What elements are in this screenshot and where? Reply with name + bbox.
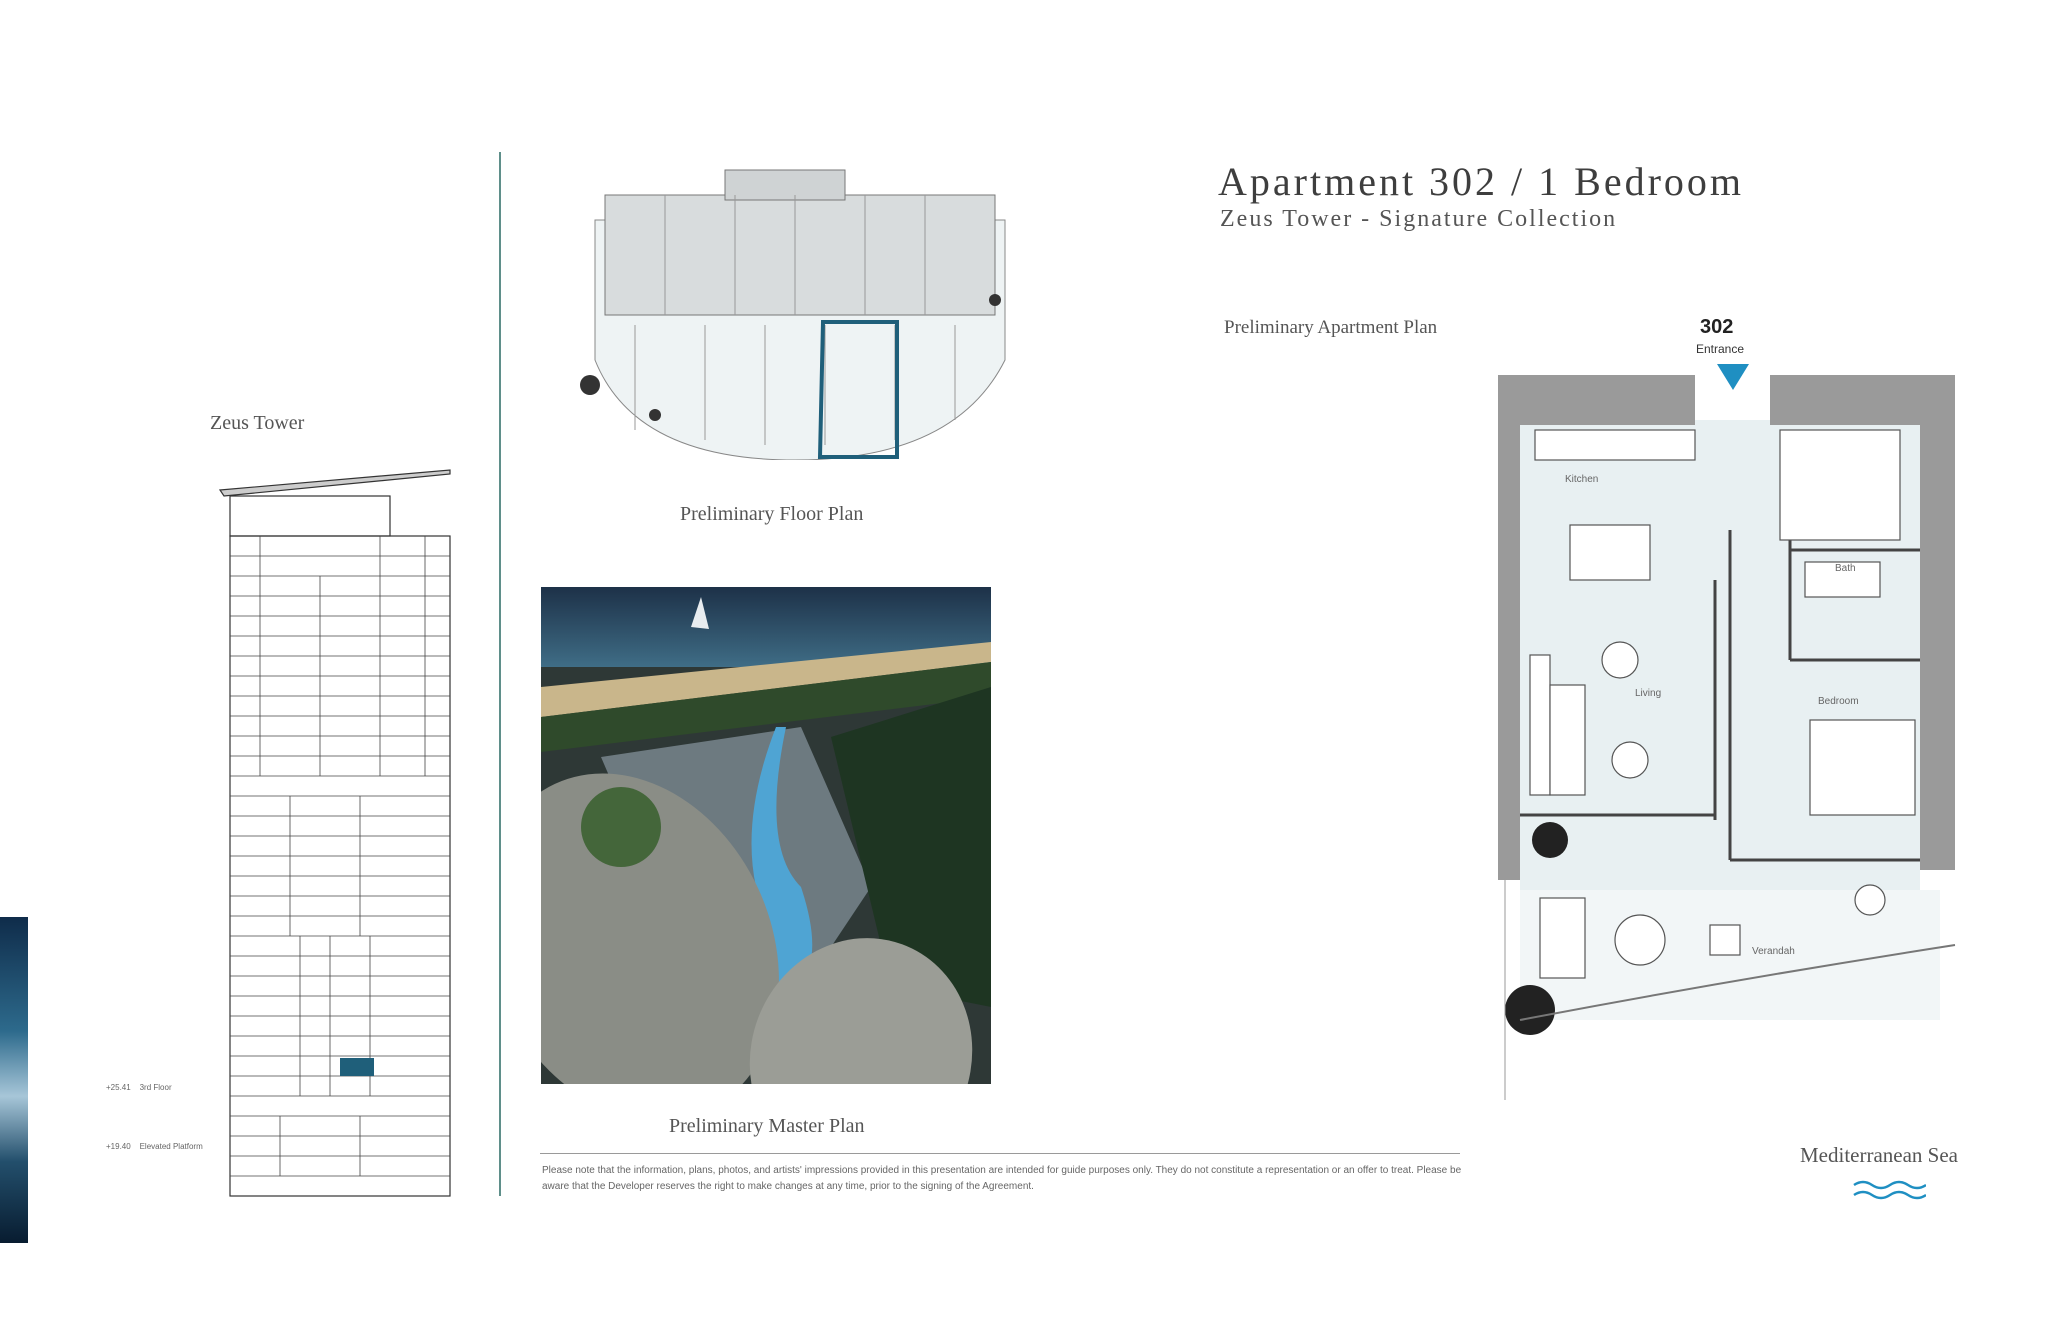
floor-plan-drawing xyxy=(575,160,1020,460)
footer-divider xyxy=(540,1153,1460,1154)
tower-elevation-drawing xyxy=(210,460,460,1200)
side-image-strip xyxy=(0,917,28,1243)
page-subtitle: Zeus Tower - Signature Collection xyxy=(1220,206,1618,232)
level-label-lower: +19.40 Elevated Platform xyxy=(106,1142,203,1151)
master-plan-image xyxy=(541,587,991,1084)
floor-plan-caption: Preliminary Floor Plan xyxy=(680,503,864,525)
vertical-divider xyxy=(499,152,501,1196)
apartment-plan-drawing xyxy=(1480,330,1960,1100)
sea-label: Mediterranean Sea xyxy=(1800,1143,1959,1167)
master-plan-caption: Preliminary Master Plan xyxy=(669,1115,865,1137)
room-label-verandah: Verandah xyxy=(1752,946,1795,957)
page-title: Apartment 302 / 1 Bedroom xyxy=(1218,159,1745,204)
room-label-bath: Bath xyxy=(1835,563,1856,574)
room-label-living: Living xyxy=(1635,688,1662,699)
tower-label: Zeus Tower xyxy=(210,412,305,434)
entrance-label: Entrance xyxy=(1696,342,1745,356)
unit-number: 302 xyxy=(1700,316,1734,338)
level-label-upper: +25.41 3rd Floor xyxy=(106,1083,172,1092)
apartment-plan-caption: Preliminary Apartment Plan xyxy=(1224,317,1438,338)
disclaimer-text: Please note that the information, plans, photos, and artists' impressions provided in this presentation are intended for guide purposes only. They do not constitute a representation or an offer to treat. Please be aware that the Developer reserves the right to make changes at any time, prior to the signing of the Agreement. xyxy=(542,1165,1462,1192)
room-label-kitchen: Kitchen xyxy=(1565,474,1599,485)
room-label-bedroom: Bedroom xyxy=(1818,696,1859,707)
waves-icon xyxy=(1852,1178,1926,1204)
